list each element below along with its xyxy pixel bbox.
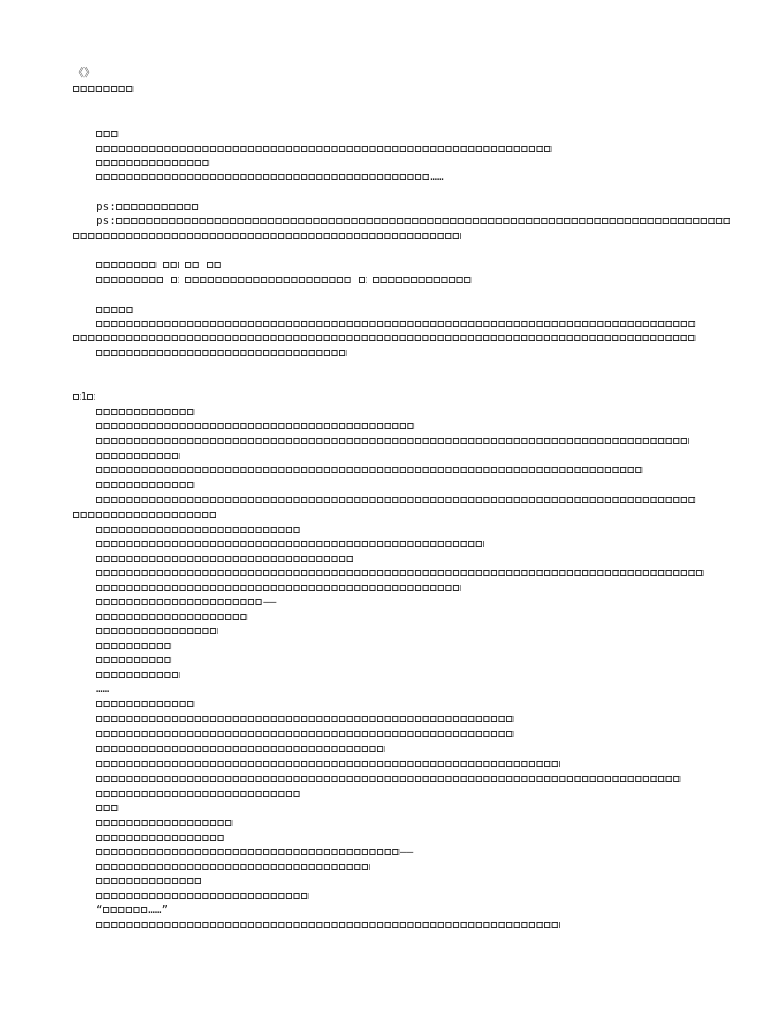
text-fragment: …… xyxy=(96,682,110,695)
text-line xyxy=(96,682,109,696)
missing-glyph-run xyxy=(96,731,514,737)
text-fragment: …… xyxy=(430,170,444,183)
missing-glyph-run xyxy=(96,482,195,488)
text-fragment xyxy=(157,258,164,271)
text-line xyxy=(96,317,696,331)
missing-glyph-run xyxy=(96,628,218,634)
missing-glyph-run xyxy=(96,321,696,327)
missing-glyph-run xyxy=(73,335,696,341)
text-line xyxy=(96,712,514,726)
missing-glyph-run xyxy=(96,761,560,767)
text-fragment: ps: xyxy=(96,214,116,227)
text-fragment: ps: xyxy=(96,200,116,213)
missing-glyph-run xyxy=(96,423,415,429)
text-fragment: 《》 xyxy=(73,66,95,79)
text-line xyxy=(96,449,180,463)
text-line xyxy=(96,610,248,624)
text-line xyxy=(73,508,217,522)
missing-glyph-run xyxy=(96,409,195,415)
missing-glyph-run xyxy=(116,204,200,210)
missing-glyph-run xyxy=(96,570,704,576)
text-fragment: “ xyxy=(96,903,103,916)
missing-glyph-run xyxy=(96,453,180,459)
missing-glyph-run xyxy=(103,907,149,913)
text-line xyxy=(96,816,233,830)
missing-glyph-run xyxy=(96,585,461,591)
text-line xyxy=(96,845,413,859)
missing-glyph-run xyxy=(96,805,119,811)
missing-glyph-run xyxy=(96,672,180,678)
text-line xyxy=(96,903,168,917)
missing-glyph-run xyxy=(96,541,484,547)
text-fragment xyxy=(164,273,171,286)
text-line xyxy=(96,463,643,477)
text-line xyxy=(96,523,301,537)
missing-glyph-run xyxy=(96,701,195,707)
missing-glyph-run xyxy=(96,716,514,722)
missing-glyph-run xyxy=(73,233,461,239)
missing-glyph-run xyxy=(96,922,560,928)
missing-glyph-run xyxy=(96,160,210,166)
missing-glyph-run xyxy=(96,820,233,826)
missing-glyph-run xyxy=(96,614,248,620)
missing-glyph-run xyxy=(96,438,689,444)
missing-glyph-run xyxy=(96,657,172,663)
text-line xyxy=(96,668,180,682)
missing-glyph-run xyxy=(207,262,222,268)
text-line xyxy=(96,727,514,741)
text-fragment: 1 xyxy=(80,390,88,403)
missing-glyph-run xyxy=(87,394,95,400)
text-line xyxy=(96,142,552,156)
missing-glyph-run xyxy=(96,497,696,503)
text-line xyxy=(96,170,444,184)
missing-glyph-run xyxy=(96,556,354,562)
text-line xyxy=(73,331,696,345)
missing-glyph-run xyxy=(96,350,347,356)
missing-glyph-run xyxy=(96,878,202,884)
text-line xyxy=(96,581,461,595)
text-line xyxy=(96,214,731,228)
text-line xyxy=(96,787,301,801)
missing-glyph-run xyxy=(373,277,472,283)
text-line xyxy=(96,918,560,932)
text-line xyxy=(96,624,218,638)
text-line xyxy=(96,346,347,360)
text-line xyxy=(73,66,95,80)
text-line xyxy=(96,200,199,214)
missing-glyph-run xyxy=(116,218,732,224)
text-line xyxy=(96,258,222,272)
missing-glyph-run xyxy=(73,86,134,92)
text-fragment: ……” xyxy=(148,903,169,916)
missing-glyph-run xyxy=(96,174,430,180)
missing-glyph-run xyxy=(73,512,217,518)
missing-glyph-run xyxy=(96,893,309,899)
missing-glyph-run xyxy=(185,262,200,268)
missing-glyph-run xyxy=(171,277,179,283)
text-line xyxy=(96,874,202,888)
missing-glyph-run xyxy=(96,527,301,533)
text-line xyxy=(73,390,95,404)
text-line xyxy=(96,595,276,609)
missing-glyph-run xyxy=(96,835,225,841)
text-fragment: —— xyxy=(400,845,414,858)
missing-glyph-run xyxy=(185,277,352,283)
text-line xyxy=(96,860,370,874)
missing-glyph-run xyxy=(73,394,81,400)
text-line xyxy=(96,742,385,756)
missing-glyph-run xyxy=(96,599,263,605)
text-line xyxy=(96,801,119,815)
text-line xyxy=(96,831,225,845)
text-fragment: —— xyxy=(263,595,277,608)
missing-glyph-run xyxy=(96,746,385,752)
missing-glyph-run xyxy=(96,131,119,137)
missing-glyph-run xyxy=(96,776,681,782)
missing-glyph-run xyxy=(96,262,157,268)
text-line xyxy=(96,434,689,448)
missing-glyph-run xyxy=(96,643,172,649)
text-line xyxy=(96,552,354,566)
missing-glyph-run xyxy=(96,864,370,870)
text-line xyxy=(96,273,472,287)
text-fragment xyxy=(179,273,186,286)
missing-glyph-run xyxy=(96,277,164,283)
text-line xyxy=(73,229,461,243)
text-line xyxy=(96,303,134,317)
text-fragment xyxy=(200,258,207,271)
missing-glyph-run xyxy=(96,791,301,797)
text-line xyxy=(96,478,195,492)
text-line xyxy=(96,653,172,667)
text-line xyxy=(96,419,415,433)
text-line xyxy=(96,566,704,580)
text-fragment xyxy=(352,273,359,286)
text-line xyxy=(96,757,560,771)
text-line xyxy=(96,127,119,141)
text-line xyxy=(96,405,195,419)
missing-glyph-run xyxy=(96,146,552,152)
text-line xyxy=(73,82,134,96)
text-line xyxy=(96,697,195,711)
text-line xyxy=(96,772,681,786)
text-line xyxy=(96,156,210,170)
text-line xyxy=(96,537,484,551)
text-line xyxy=(96,493,696,507)
text-line xyxy=(96,639,172,653)
missing-glyph-run xyxy=(96,467,643,473)
text-fragment xyxy=(367,273,374,286)
text-fragment xyxy=(179,258,186,271)
missing-glyph-run xyxy=(96,307,134,313)
missing-glyph-run xyxy=(359,277,367,283)
text-line xyxy=(96,889,309,903)
missing-glyph-run xyxy=(163,262,178,268)
missing-glyph-run xyxy=(96,849,400,855)
